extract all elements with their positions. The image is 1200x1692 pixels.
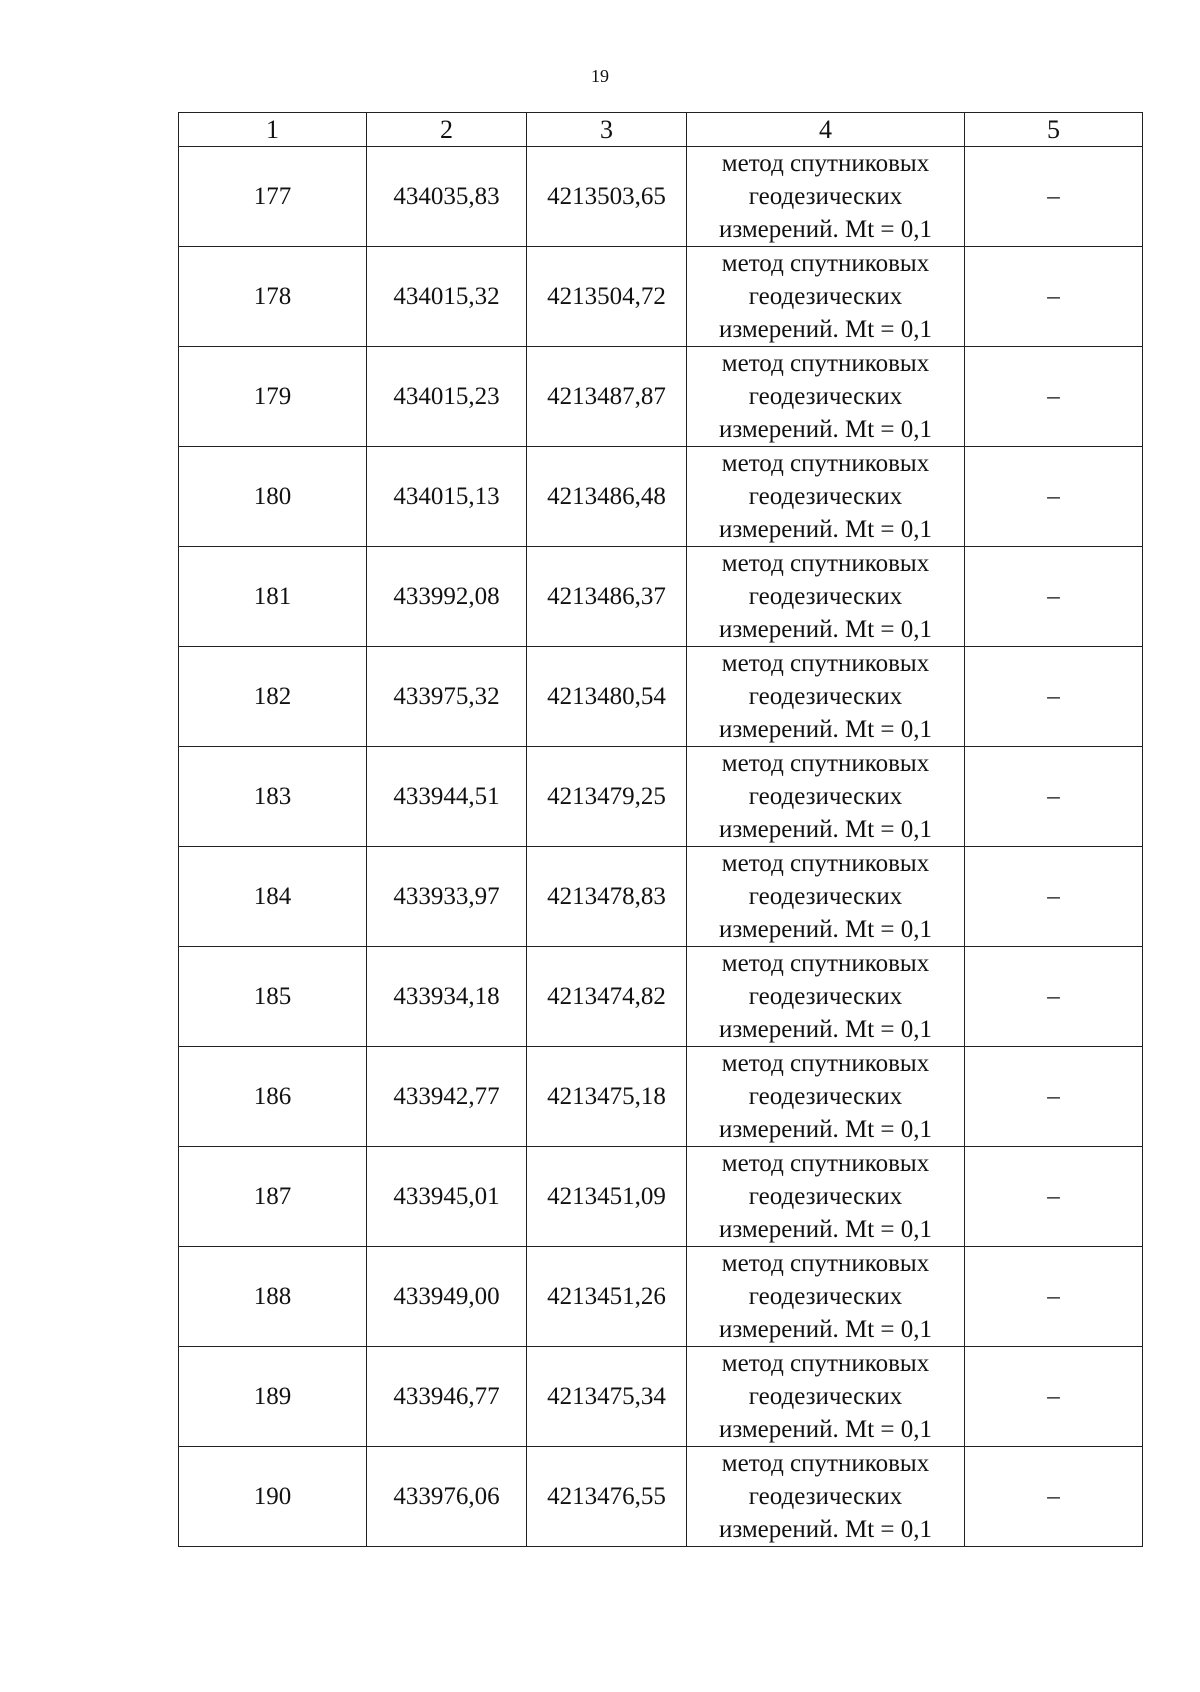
method-line: геодезических xyxy=(748,1483,903,1510)
x-coordinate-cell: 433946,77 xyxy=(367,1347,527,1447)
method-cell xyxy=(687,947,965,1047)
method-line: измерений. Mt = 0,1 xyxy=(718,216,933,243)
note-cell: – xyxy=(965,447,1143,547)
point-number-cell: 183 xyxy=(179,747,367,847)
table-header-row xyxy=(179,113,1143,147)
y-coordinate-cell: 4213451,09 xyxy=(527,1147,687,1247)
method-line: геодезических xyxy=(748,383,903,410)
method-line: геодезических xyxy=(748,1283,903,1310)
x-coordinate-cell: 433944,51 xyxy=(367,747,527,847)
table-row xyxy=(179,247,1143,347)
method-cell xyxy=(687,1247,965,1347)
point-number-cell: 182 xyxy=(179,647,367,747)
note-cell: – xyxy=(965,347,1143,447)
note-cell: – xyxy=(965,747,1143,847)
method-line: метод спутниковых xyxy=(721,150,930,177)
table-row xyxy=(179,947,1143,1047)
point-number-cell: 180 xyxy=(179,447,367,547)
method-line: измерений. Mt = 0,1 xyxy=(718,616,933,643)
y-coordinate-cell: 4213475,18 xyxy=(527,1047,687,1147)
point-number-cell: 186 xyxy=(179,1047,367,1147)
y-coordinate-cell: 4213487,87 xyxy=(527,347,687,447)
point-number-cell: 181 xyxy=(179,547,367,647)
method-line: метод спутниковых xyxy=(721,850,930,877)
method-line: измерений. Mt = 0,1 xyxy=(718,1516,933,1543)
method-line: измерений. Mt = 0,1 xyxy=(718,816,933,843)
table-row xyxy=(179,847,1143,947)
note-cell: – xyxy=(965,1247,1143,1347)
method-line: метод спутниковых xyxy=(721,1150,930,1177)
method-cell xyxy=(687,347,965,447)
method-line: метод спутниковых xyxy=(721,250,930,277)
method-line: измерений. Mt = 0,1 xyxy=(718,416,933,443)
x-coordinate-cell: 433934,18 xyxy=(367,947,527,1047)
column-header: 1 xyxy=(179,113,367,147)
method-line: геодезических xyxy=(748,283,903,310)
x-coordinate-cell: 433942,77 xyxy=(367,1047,527,1147)
method-cell xyxy=(687,447,965,547)
method-line: геодезических xyxy=(748,683,903,710)
method-line: измерений. Mt = 0,1 xyxy=(718,516,933,543)
method-cell xyxy=(687,847,965,947)
method-line: геодезических xyxy=(748,883,903,910)
method-line: метод спутниковых xyxy=(721,750,930,777)
y-coordinate-cell: 4213480,54 xyxy=(527,647,687,747)
method-cell xyxy=(687,747,965,847)
method-line: метод спутниковых xyxy=(721,1050,930,1077)
point-number-cell: 177 xyxy=(179,147,367,247)
note-cell: – xyxy=(965,147,1143,247)
method-line: геодезических xyxy=(748,1383,903,1410)
table-body xyxy=(179,147,1143,1547)
table-row xyxy=(179,747,1143,847)
y-coordinate-cell: 4213474,82 xyxy=(527,947,687,1047)
y-coordinate-cell: 4213479,25 xyxy=(527,747,687,847)
method-cell xyxy=(687,1047,965,1147)
method-cell xyxy=(687,1447,965,1547)
table-row xyxy=(179,1047,1143,1147)
coordinates-table xyxy=(178,112,1143,1547)
x-coordinate-cell: 433992,08 xyxy=(367,547,527,647)
point-number-cell: 187 xyxy=(179,1147,367,1247)
method-line: измерений. Mt = 0,1 xyxy=(718,1316,933,1343)
column-header: 2 xyxy=(367,113,527,147)
method-line: измерений. Mt = 0,1 xyxy=(718,1116,933,1143)
method-line: геодезических xyxy=(748,1083,903,1110)
method-line: измерений. Mt = 0,1 xyxy=(718,916,933,943)
note-cell: – xyxy=(965,647,1143,747)
point-number-cell: 185 xyxy=(179,947,367,1047)
method-cell xyxy=(687,1347,965,1447)
note-cell: – xyxy=(965,947,1143,1047)
method-cell xyxy=(687,647,965,747)
method-line: измерений. Mt = 0,1 xyxy=(718,1416,933,1443)
method-line: геодезических xyxy=(748,583,903,610)
table-row xyxy=(179,447,1143,547)
method-line: измерений. Mt = 0,1 xyxy=(718,1016,933,1043)
page-number: 19 xyxy=(591,66,609,86)
x-coordinate-cell: 433976,06 xyxy=(367,1447,527,1547)
method-line: метод спутниковых xyxy=(721,1250,930,1277)
method-cell xyxy=(687,247,965,347)
x-coordinate-cell: 433949,00 xyxy=(367,1247,527,1347)
x-coordinate-cell: 433933,97 xyxy=(367,847,527,947)
y-coordinate-cell: 4213478,83 xyxy=(527,847,687,947)
x-coordinate-cell: 434015,32 xyxy=(367,247,527,347)
point-number-cell: 179 xyxy=(179,347,367,447)
method-line: метод спутниковых xyxy=(721,450,930,477)
method-line: геодезических xyxy=(748,783,903,810)
y-coordinate-cell: 4213503,65 xyxy=(527,147,687,247)
y-coordinate-cell: 4213475,34 xyxy=(527,1347,687,1447)
column-header: 5 xyxy=(965,113,1143,147)
table-row xyxy=(179,1347,1143,1447)
point-number-cell: 190 xyxy=(179,1447,367,1547)
note-cell: – xyxy=(965,1147,1143,1247)
column-header: 3 xyxy=(527,113,687,147)
method-line: метод спутниковых xyxy=(721,950,930,977)
method-line: метод спутниковых xyxy=(721,1350,930,1377)
table-row xyxy=(179,647,1143,747)
method-cell xyxy=(687,1147,965,1247)
point-number-cell: 184 xyxy=(179,847,367,947)
column-header: 4 xyxy=(687,113,965,147)
x-coordinate-cell: 434015,13 xyxy=(367,447,527,547)
y-coordinate-cell: 4213486,48 xyxy=(527,447,687,547)
method-line: метод спутниковых xyxy=(721,550,930,577)
method-line: геодезических xyxy=(748,183,903,210)
x-coordinate-cell: 434015,23 xyxy=(367,347,527,447)
method-line: метод спутниковых xyxy=(721,350,930,377)
y-coordinate-cell: 4213476,55 xyxy=(527,1447,687,1547)
point-number-cell: 189 xyxy=(179,1347,367,1447)
x-coordinate-cell: 433975,32 xyxy=(367,647,527,747)
note-cell: – xyxy=(965,847,1143,947)
method-cell xyxy=(687,147,965,247)
y-coordinate-cell: 4213451,26 xyxy=(527,1247,687,1347)
method-line: метод спутниковых xyxy=(721,1450,930,1477)
note-cell: – xyxy=(965,247,1143,347)
table-row xyxy=(179,547,1143,647)
y-coordinate-cell: 4213486,37 xyxy=(527,547,687,647)
note-cell: – xyxy=(965,547,1143,647)
method-line: метод спутниковых xyxy=(721,650,930,677)
table-row xyxy=(179,1247,1143,1347)
point-number-cell: 178 xyxy=(179,247,367,347)
y-coordinate-cell: 4213504,72 xyxy=(527,247,687,347)
method-line: измерений. Mt = 0,1 xyxy=(718,316,933,343)
x-coordinate-cell: 434035,83 xyxy=(367,147,527,247)
method-line: геодезических xyxy=(748,983,903,1010)
note-cell: – xyxy=(965,1447,1143,1547)
table-row xyxy=(179,347,1143,447)
method-line: измерений. Mt = 0,1 xyxy=(718,716,933,743)
table-row xyxy=(179,1147,1143,1247)
method-line: геодезических xyxy=(748,483,903,510)
note-cell: – xyxy=(965,1047,1143,1147)
table-row xyxy=(179,147,1143,247)
table-row xyxy=(179,1447,1143,1547)
x-coordinate-cell: 433945,01 xyxy=(367,1147,527,1247)
method-cell xyxy=(687,547,965,647)
point-number-cell: 188 xyxy=(179,1247,367,1347)
note-cell: – xyxy=(965,1347,1143,1447)
method-line: измерений. Mt = 0,1 xyxy=(718,1216,933,1243)
method-line: геодезических xyxy=(748,1183,903,1210)
